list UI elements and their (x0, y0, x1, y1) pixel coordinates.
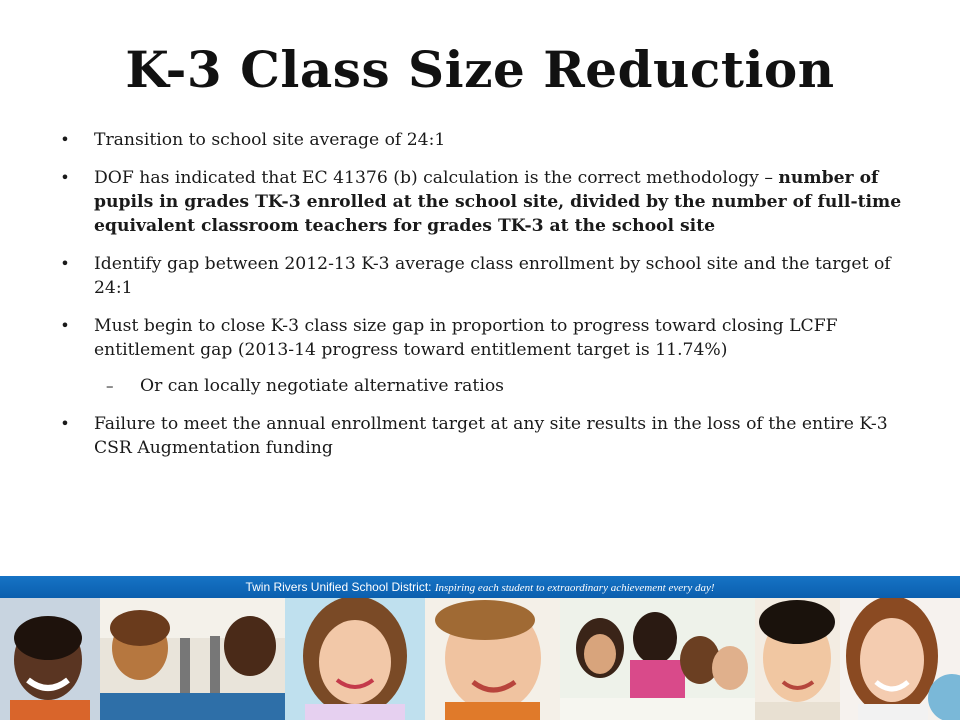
sub-bullet-text: Or can locally negotiate alternative ratios (140, 376, 504, 396)
student-photo-icon (285, 598, 425, 720)
bullet-item (58, 314, 908, 362)
bullet-text: DOF has indicated that EC 41376 (b) calculation is the correct methodology – (94, 168, 779, 188)
bullet-text-bold: number of pupils in grades TK-3 enrolled at the school site, divided by the number of full-time equivalent classroom teachers for grades TK-3 at the school site (94, 168, 902, 236)
slide-title: K-3 Class Size Reduction (125, 40, 835, 99)
bullet-icon: • (60, 168, 70, 187)
district-name: Twin Rivers Unified School District: (245, 580, 435, 594)
student-photo-icon (840, 598, 960, 720)
bullet-item (58, 128, 908, 152)
district-tagline: Inspiring each student to extraordinary achievement every day! (434, 582, 715, 594)
dash-icon: – (106, 377, 114, 395)
student-photo-icon (100, 598, 285, 720)
bullet-text: Must begin to close K-3 class size gap in proportion to progress toward closing LCFF entitlement gap (2013-14 progress toward entitlement target is 11.74%) (94, 316, 838, 360)
student-photo-strip (0, 598, 960, 720)
bullet-item (58, 166, 908, 238)
bullet-list (58, 128, 908, 474)
bullet-text: Identify gap between 2012-13 K-3 average class enrollment by school site and the target of 24:1 (94, 254, 891, 298)
bullet-icon: • (60, 130, 70, 149)
sub-bullet-item (58, 374, 908, 398)
student-photo-icon (425, 598, 560, 720)
bullet-icon: • (60, 414, 70, 433)
bullet-item (58, 412, 908, 460)
student-photo-icon (560, 598, 755, 720)
student-photo-icon (0, 598, 100, 720)
bullet-item (58, 252, 908, 300)
student-photo-icon (755, 598, 840, 720)
bullet-text: Failure to meet the annual enrollment target at any site results in the loss of the entire K-3 CSR Augmentation funding (94, 414, 888, 458)
bullet-icon: • (60, 316, 70, 335)
bullet-text: Transition to school site average of 24:1 (94, 130, 446, 150)
bullet-icon: • (60, 254, 70, 273)
footer-banner (0, 576, 960, 598)
